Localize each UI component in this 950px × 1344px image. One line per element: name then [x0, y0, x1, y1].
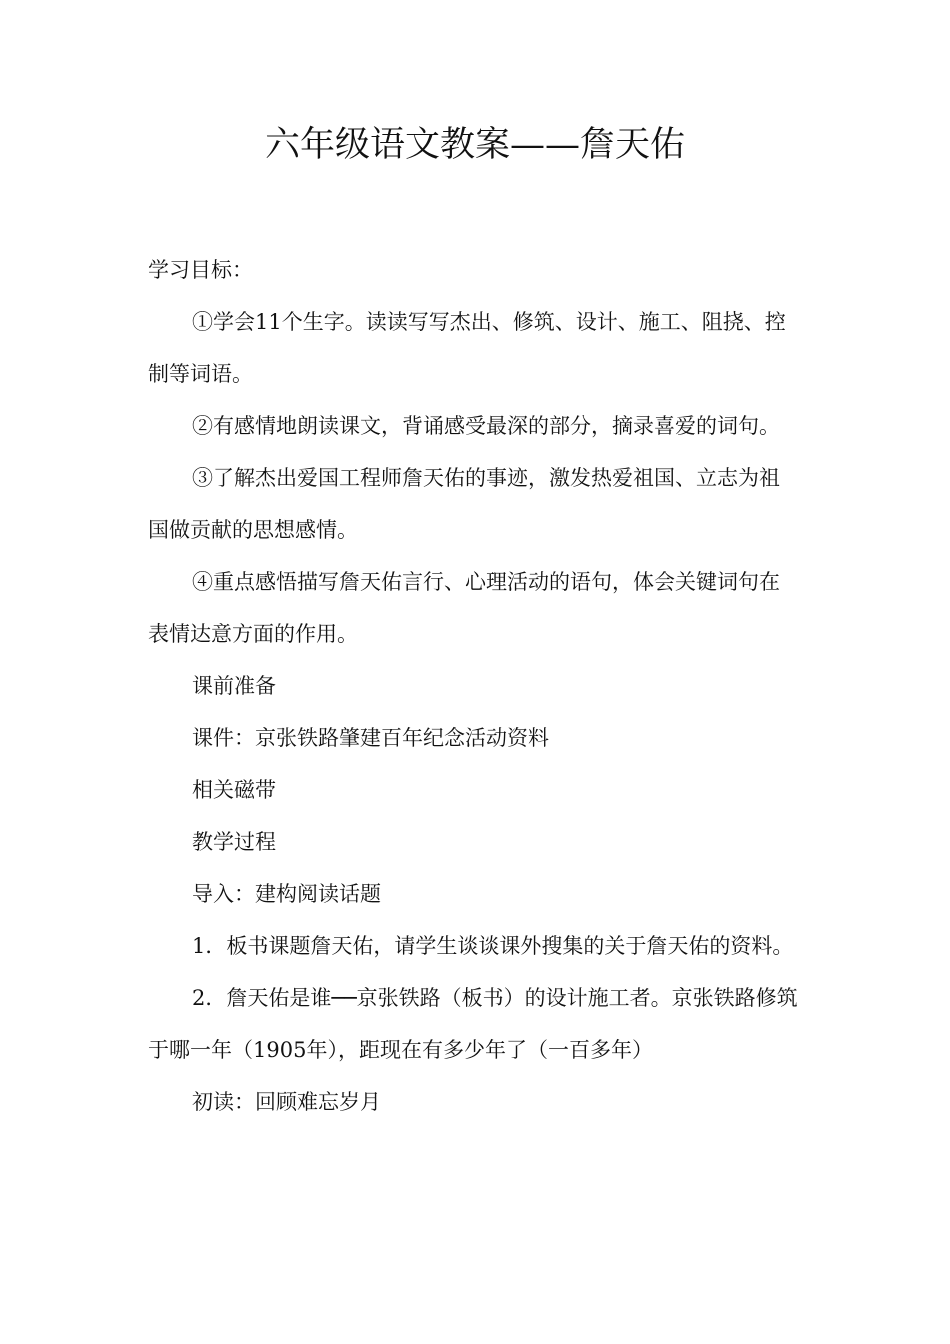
preparation-courseware: 课件：京张铁路肇建百年纪念活动资料	[192, 726, 549, 750]
objective-2: ②有感情地朗读课文，背诵感受最深的部分，摘录喜爱的词句。	[192, 414, 780, 438]
section-heading-objectives: 学习目标：	[148, 258, 253, 282]
section-heading-preparation: 课前准备	[192, 674, 276, 698]
process-intro: 导入：建构阅读话题	[192, 882, 381, 906]
process-first-reading: 初读：回顾难忘岁月	[192, 1090, 381, 1114]
section-heading-process: 教学过程	[192, 830, 276, 854]
process-step-2: 2．詹天佑是谁──京张铁路（板书）的设计施工者。京张铁路修筑于哪一年（1905年），距现在有多少年了（一百多年）	[148, 986, 798, 1062]
preparation-tapes: 相关磁带	[192, 778, 276, 802]
document-title: 六年级语文教案——詹天佑	[264, 125, 685, 165]
process-step-1: 1．板书课题詹天佑，请学生谈谈课外搜集的关于詹天佑的资料。	[192, 934, 794, 958]
document-body	[148, 244, 800, 1128]
objective-1: ①学会11个生字。读读写写杰出、修筑、设计、施工、阻挠、控制等词语。	[148, 310, 786, 386]
objective-3: ③了解杰出爱国工程师詹天佑的事迹，激发热爱祖国、立志为祖国做贡献的思想感情。	[148, 466, 780, 542]
objective-4: ④重点感悟描写詹天佑言行、心理活动的语句，体会关键词句在表情达意方面的作用。	[148, 570, 780, 646]
